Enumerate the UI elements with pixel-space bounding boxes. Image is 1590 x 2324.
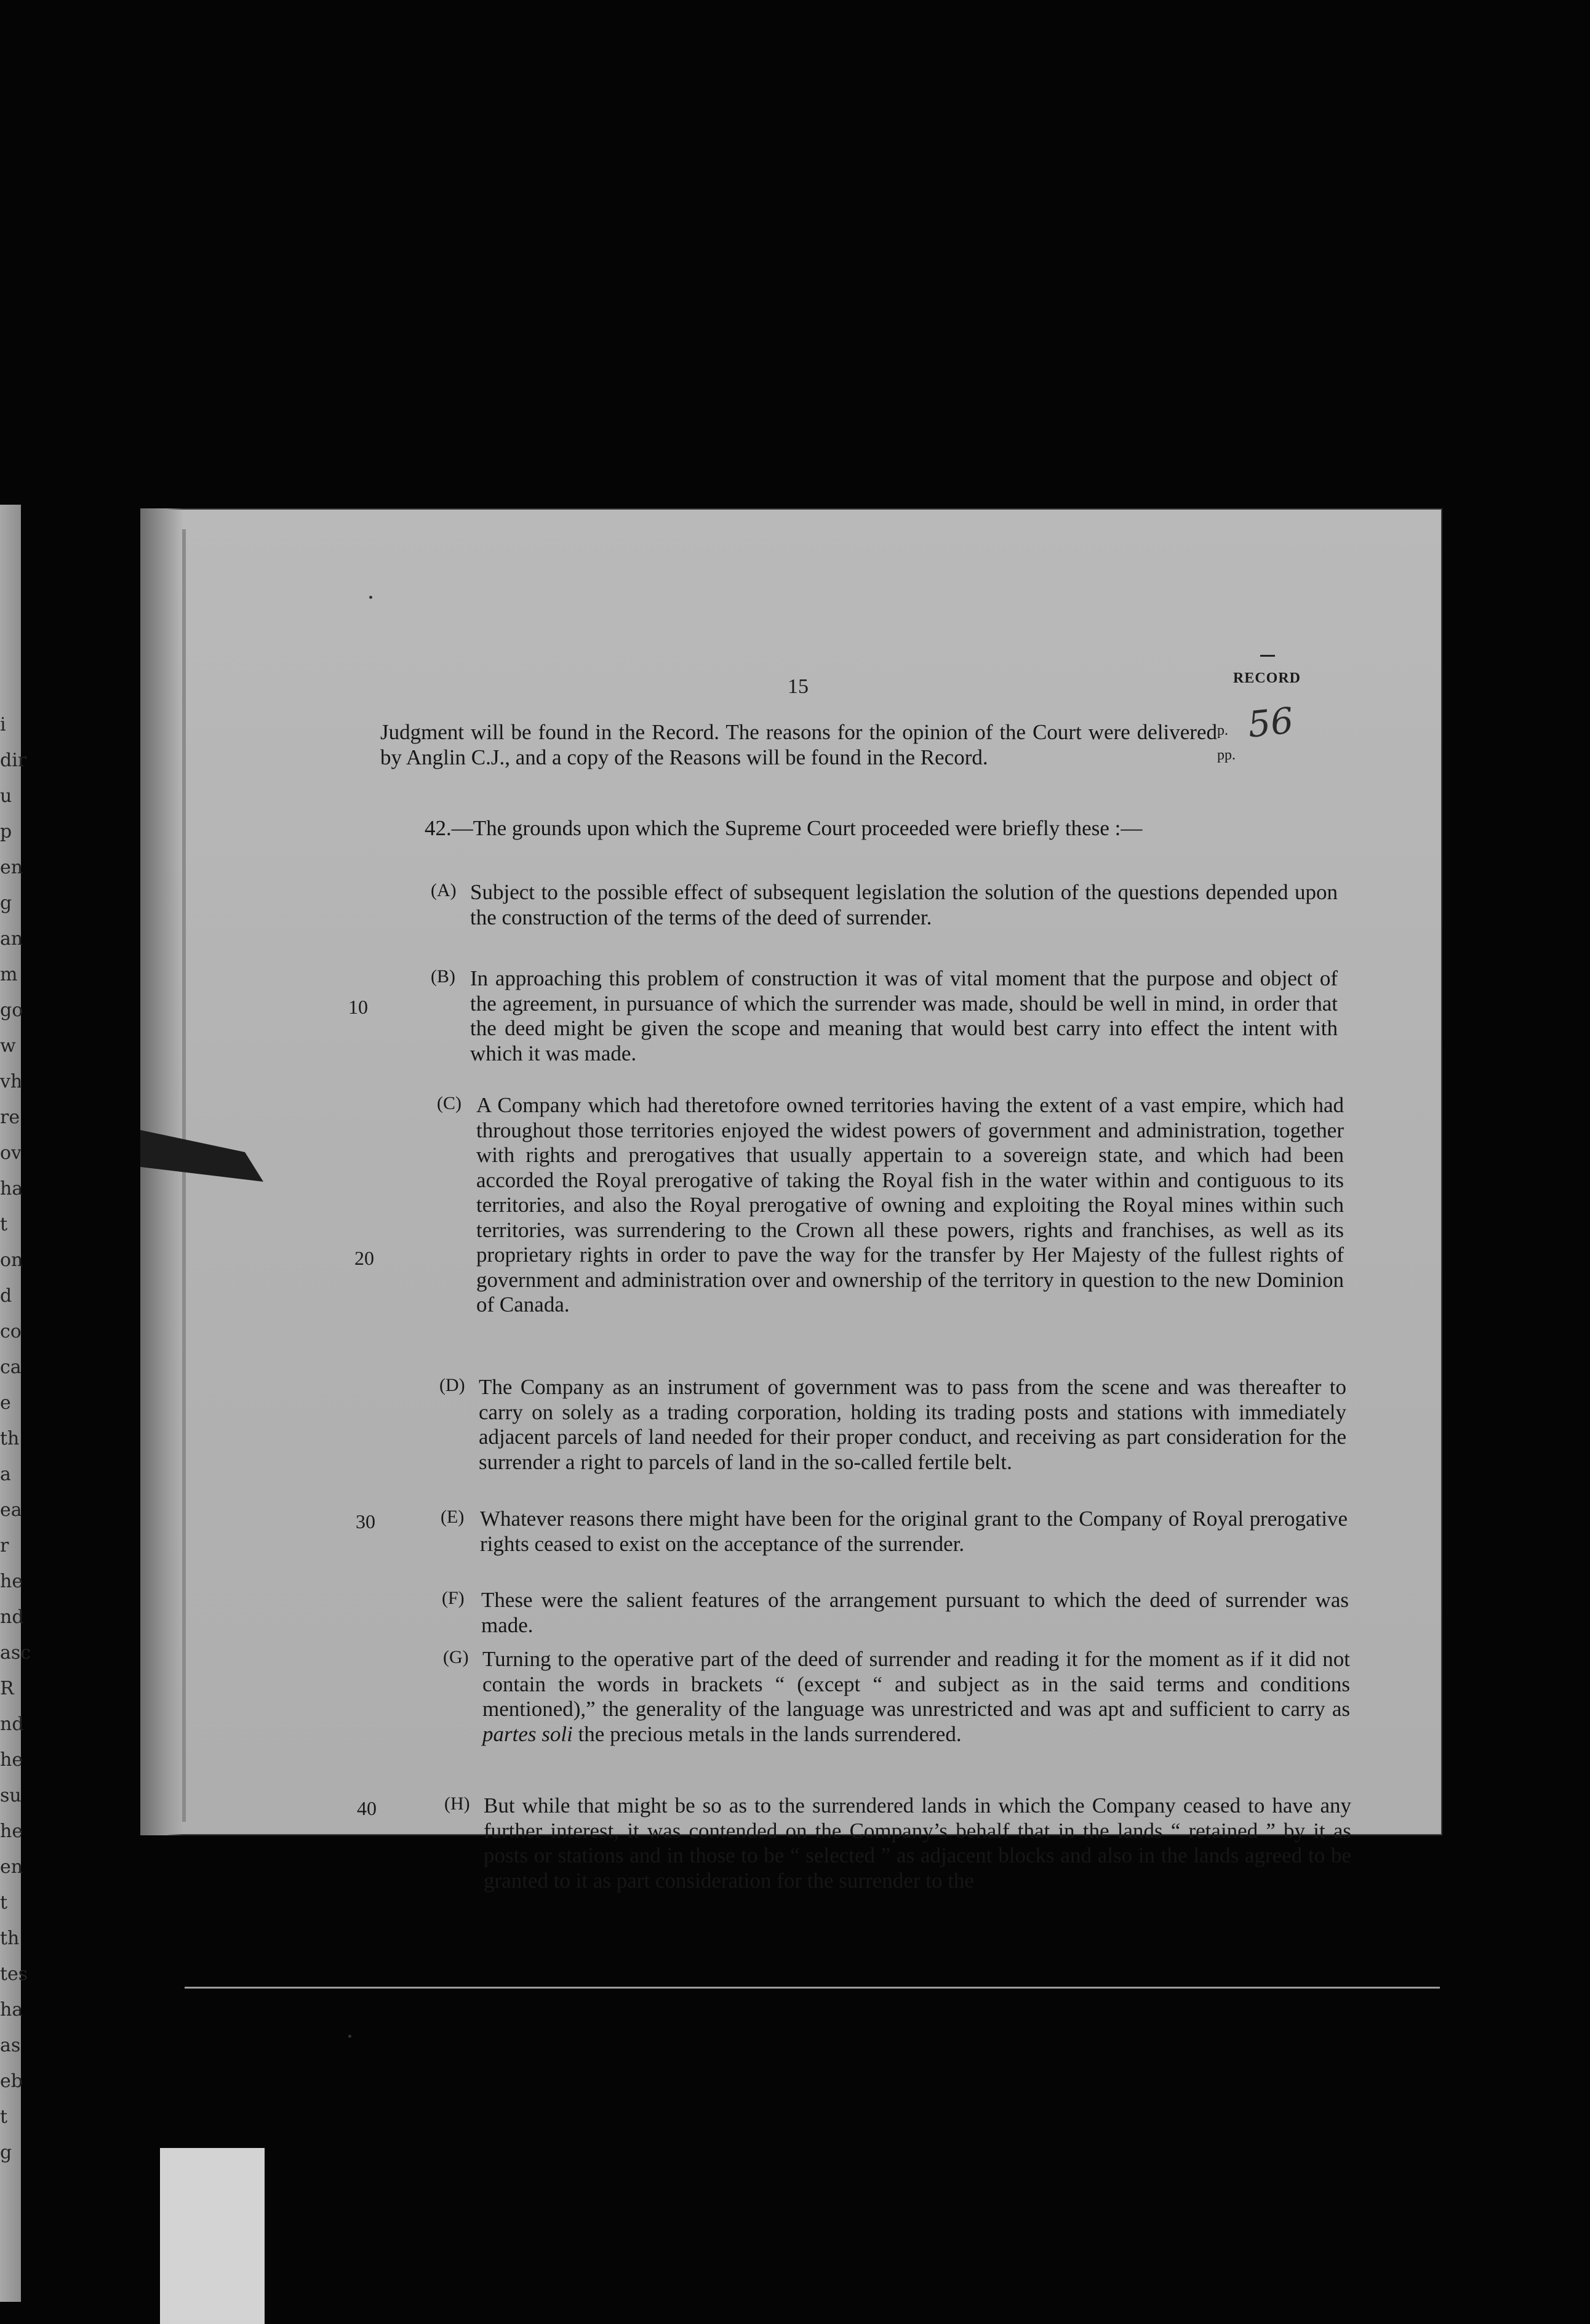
adjacent-page-fragment: as: [0, 2035, 21, 2056]
paper-speck: [348, 2035, 351, 2038]
item-text-after: the precious metals in the lands surrendered.: [572, 1721, 962, 1746]
adjacent-page-fragment: w: [0, 1035, 16, 1057]
item-text: But while that might be so as to the surrendered lands in which the Company ceased to have any further interest, it was contended on the Company’s behalf that in the lands “ retained ” by it as posts or stations and in those to be “ selected ” as adjacent blocks and also in the lands agreed to be granted to it as part consideration for the surrender to the: [484, 1793, 1351, 1893]
adjacent-page-fragment: g: [0, 892, 12, 914]
item-text: Subject to the possible effect of subsequent legislation the solution of the questions depended upon the construction of the terms of the deed of surrender.: [470, 880, 1338, 929]
adjacent-page-fragment: u: [0, 785, 12, 807]
adjacent-page-fragment: nd: [0, 1606, 24, 1628]
item-label: (D): [439, 1375, 465, 1395]
adjacent-page-fragment: t: [0, 2106, 8, 2128]
item-text-italic: partes soli: [482, 1721, 573, 1746]
adjacent-page-fragment: t: [0, 1214, 8, 1235]
item-label: (B): [431, 966, 455, 987]
item-text: A Company which had theretofore owned territories having the extent of a vast empire, which had throughout those territories enjoyed the widest powers of government and administration, together with rights and prerogatives that usually appertain to a sovereign state, and which had been accorded the Royal prerogative of taking the Royal fish in the water within and contiguous to its territories, and also the Royal prerogative of owning and exploiting the Royal mines within such territories, was surrendering to the Crown all these powers, rights and franchises, as well as its proprietary rights in order to pave the way for the transfer by Her Majesty of the fullest rights of government and administration over and ownership of the territory in question to the new Dominion of Canada.: [476, 1093, 1344, 1316]
adjacent-page-fragment: ea: [0, 1499, 22, 1521]
adjacent-page-fragment: ha: [0, 1999, 23, 2021]
adjacent-page-fragment: re: [0, 1107, 20, 1128]
adjacent-page-fragment: th: [0, 1928, 20, 1949]
page-binding-shadow: [140, 508, 183, 1835]
adjacent-page-fragment: he: [0, 1749, 23, 1771]
item-label: (C): [437, 1093, 461, 1113]
page-gutter: [182, 529, 186, 1822]
item-text: The Company as an instrument of government was to pass from the scene and was thereafter to carry on solely as a trading corporation, holding its trading posts and stations with immediately adjacent parcels of land needed for their proper conduct, and receiving as part consideration for the surrender a right to parcels of land in the so-called fertile belt.: [479, 1375, 1346, 1474]
paper-speck: [369, 596, 372, 599]
adjacent-page-fragment: go: [0, 1000, 23, 1021]
item-label: (A): [431, 880, 457, 900]
adjacent-page-fragment: ov: [0, 1142, 22, 1164]
margin-ref-pp: pp.: [1217, 747, 1236, 763]
adjacent-page-fragment: en: [0, 1856, 23, 1878]
adjacent-page-fragment: p: [0, 821, 12, 843]
adjacent-page-fragment: su: [0, 1785, 22, 1806]
item-text: In approaching this problem of construction it was of vital moment that the purpose and object of the agreement, in pursuance of which the surrender was made, should be well in mind, in order that the deed might be given the scope and meaning that would best carry into effect the intent with which it was made.: [470, 966, 1338, 1065]
paragraph-42: 42.—The grounds upon which the Supreme Court proceeded were briefly these :—: [425, 816, 1143, 840]
adjacent-page-fragment: vh: [0, 1071, 23, 1092]
item-label: (E): [441, 1507, 465, 1527]
adjacent-page-fragment: ca: [0, 1356, 22, 1378]
adjacent-page-fragment: r: [0, 1535, 9, 1557]
item-text: These were the salient features of the arrangement pursuant to which the deed of surrender was made.: [481, 1588, 1349, 1637]
adjacent-page-fragment: eb: [0, 2070, 23, 2092]
adjacent-page-fragment: m: [0, 964, 18, 985]
margin-ref-p: p.: [1217, 723, 1228, 739]
bottom-card: [160, 2148, 265, 2324]
adjacent-page-fragment: e: [0, 1392, 11, 1414]
adjacent-page-fragment: dir: [0, 750, 27, 771]
record-rule: [1260, 655, 1275, 657]
adjacent-page-fragment: ha: [0, 1178, 23, 1200]
item-label: (H): [444, 1793, 470, 1814]
item-text-before: Turning to the operative part of the deed of surrender and reading it for the moment as if it did not contain the words in brackets “ (except “ and subject as in the said terms and conditions mentioned),” the generality of the language was unrestricted and was apt and sufficient to carry as: [482, 1647, 1350, 1721]
adjacent-page-strip: [0, 505, 31, 2302]
adjacent-page-fragment: en: [0, 857, 23, 878]
adjacent-page-fragment: th: [0, 1428, 20, 1449]
adjacent-page-fragment: i: [0, 714, 6, 735]
handwritten-annotation: 56: [1245, 699, 1296, 746]
adjacent-page-fragment: an: [0, 928, 23, 950]
adjacent-page-fragment: R: [0, 1678, 14, 1699]
adjacent-page-fragment: d: [0, 1285, 12, 1307]
line-number-20: 20: [354, 1247, 374, 1269]
record-header: RECORD: [1233, 670, 1301, 686]
line-number-30: 30: [356, 1510, 375, 1533]
item-text: Whatever reasons there might have been for the original grant to the Company of Royal prerogative rights ceased to exist on the acceptance of the surrender.: [480, 1507, 1348, 1556]
adjacent-page-fragment: co: [0, 1321, 22, 1342]
item-label: (G): [443, 1647, 469, 1667]
adjacent-page-fragment: tes: [0, 1963, 28, 1985]
page-bottom-rule: [185, 1987, 1440, 1989]
adjacent-page-fragment: t: [0, 1892, 8, 1913]
adjacent-page-fragment: on: [0, 1249, 23, 1271]
adjacent-page-fragment: nd: [0, 1713, 24, 1735]
line-number-10: 10: [348, 996, 368, 1018]
line-number-40: 40: [357, 1797, 377, 1819]
adjacent-page-fragment: he: [0, 1571, 23, 1592]
adjacent-page-fragment: g: [0, 2142, 12, 2163]
adjacent-page-fragment: a: [0, 1464, 11, 1485]
item-text: [482, 1647, 1350, 1747]
intro-paragraph: Judgment will be found in the Record. The reasons for the opinion of the Court were delivered by Anglin C.J., and a copy of the Reasons will be found in the Record.: [380, 720, 1217, 769]
adjacent-page-fragment: he: [0, 1821, 23, 1842]
adjacent-page-fragment: asc: [0, 1642, 31, 1664]
item-label: (F): [442, 1588, 465, 1608]
page-number: 15: [788, 675, 809, 698]
